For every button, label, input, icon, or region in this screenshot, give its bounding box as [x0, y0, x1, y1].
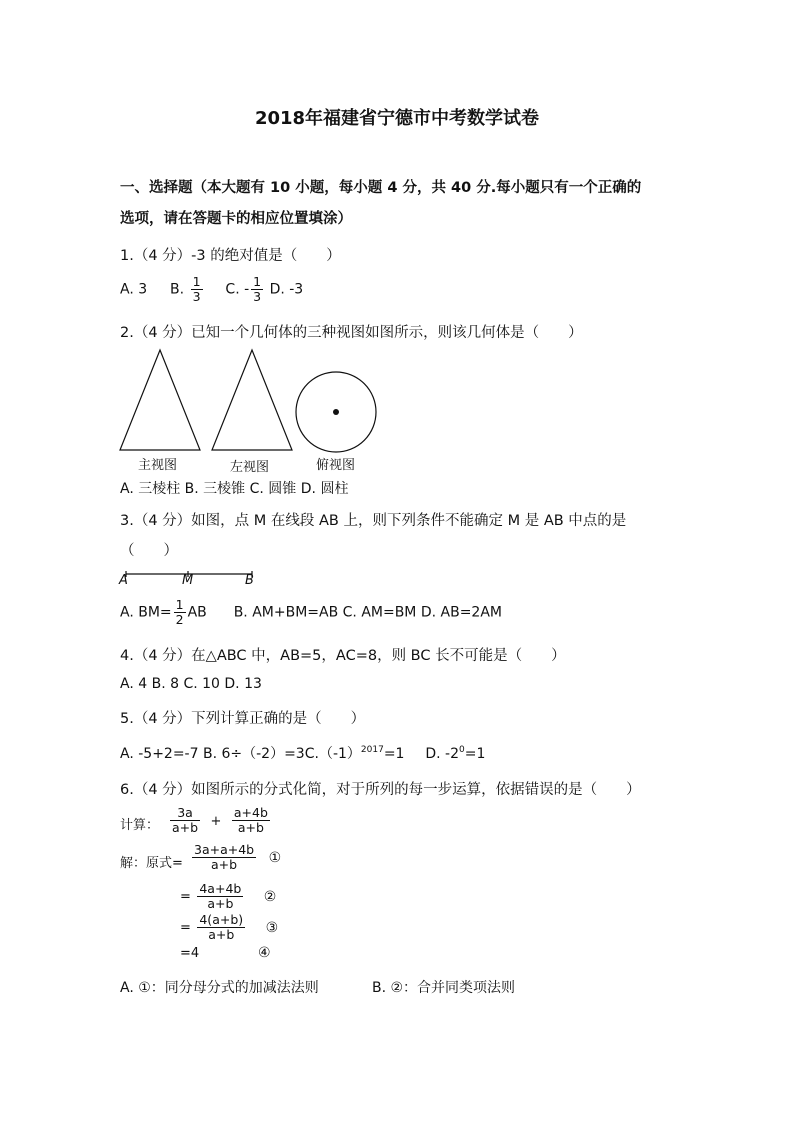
question-2-stem: 2.（4 分）已知一个几何体的三种视图如图所示，则该几何体是（ ）: [120, 325, 583, 341]
question-3-stem-cont: （ ）: [120, 543, 178, 559]
step-3-mark: ③: [265, 919, 279, 936]
q1-option-b-fraction: [191, 275, 203, 304]
calc-f1-den: a+b: [172, 820, 199, 835]
step-3-eq: =: [180, 920, 191, 936]
left-view-triangle: [212, 350, 292, 450]
section-heading-line2: 选项，请在答题卡的相应位置填涂）: [120, 211, 352, 227]
q3-a-numerator: 1: [175, 597, 184, 612]
question-4-stem: 4.（4 分）在△ABC 中，AB=5，AC=8，则 BC 长不可能是（ ）: [120, 648, 566, 664]
calc-fraction-2: [232, 806, 270, 835]
step-1-den: a+b: [211, 857, 238, 872]
step-1-fraction: [192, 843, 256, 872]
question-6-option-b: B. ②：合并同类项法则: [372, 980, 516, 996]
step-3: [180, 913, 278, 942]
q1-option-d: D. -3: [269, 281, 304, 298]
step-2-num: 4a+4b: [199, 881, 242, 896]
calc-fraction-1: [170, 806, 200, 835]
step-1-mark: ①: [268, 849, 282, 866]
question-4-options: A. 4 B. 8 C. 10 D. 13: [120, 676, 262, 692]
step-2-fraction: [197, 882, 243, 911]
q1-option-c-fraction: [251, 275, 263, 304]
q5-option-c-exponent: 2017: [360, 745, 384, 755]
calc-f1-num: 3a: [170, 806, 200, 821]
question-3-options: [120, 598, 502, 627]
solution-label: 解：原式=: [120, 856, 183, 871]
question-6-option-a: A. ①：同分母分式的加减法法则: [120, 980, 319, 996]
calc-f2-num: a+4b: [233, 805, 268, 820]
q3-option-a-fraction: [174, 598, 186, 627]
step-2-den: a+b: [207, 896, 234, 911]
question-3-stem: 3.（4 分）如图，点 M 在线段 AB 上，则下列条件不能确定 M 是 AB 中点的是: [120, 513, 627, 529]
step-2: [180, 882, 276, 911]
page-title: 2018年福建省宁德市中考数学试卷: [254, 108, 540, 129]
step-3-fraction: [197, 913, 245, 942]
point-label-b: B: [245, 573, 254, 588]
step-1-num: 3a+a+4b: [194, 842, 255, 857]
q1-b-numerator: 1: [192, 274, 201, 289]
step-3-den: a+b: [208, 927, 235, 942]
q3-option-a-suffix: AB: [187, 604, 207, 621]
top-view-center-dot: [333, 409, 339, 415]
calc-f2-den: a+b: [237, 820, 264, 835]
q1-option-b-prefix: B.: [170, 281, 185, 298]
front-view-label: 主视图: [138, 458, 178, 473]
q1-c-denominator: 3: [253, 289, 262, 304]
left-view-label: 左视图: [230, 460, 270, 475]
top-view-label: 俯视图: [316, 458, 356, 473]
question-6-stem: 6.（4 分）如图所示的分式化简，对于所列的每一步运算，依据错误的是（ ）: [120, 782, 641, 798]
question-1-options: [120, 275, 303, 304]
q3-options-rest: B. AM+BM=AB C. AM=BM D. AB=2AM: [233, 604, 502, 621]
calc-expression: [168, 806, 272, 835]
q1-option-c-prefix: C. -: [225, 281, 250, 298]
q5-options-ab: A. -5+2=-7 B. 6÷（-2）=3: [120, 746, 305, 762]
step-4-mark: ④: [258, 945, 271, 961]
point-label-a: A: [119, 573, 128, 588]
q5-option-d: D. -2: [425, 746, 459, 762]
q1-c-numerator: 1: [253, 274, 262, 289]
step-1: [190, 843, 281, 872]
calc-plus: +: [210, 813, 222, 829]
q5-option-c: C.（-1）: [304, 746, 361, 762]
step-2-eq: =: [180, 889, 191, 905]
question-2-options: A. 三棱柱 B. 三棱锥 C. 圆锥 D. 圆柱: [120, 481, 349, 497]
q5-option-d-end: =1: [464, 746, 486, 762]
q3-a-denominator: 2: [175, 612, 184, 627]
q3-option-a-prefix: A. BM=: [120, 604, 172, 621]
step-4: =4: [180, 946, 200, 961]
q1-option-a: A. 3: [120, 281, 148, 298]
front-view-triangle: [120, 350, 200, 450]
section-heading-line1: 一、选择题（本大题有 10 小题，每小题 4 分，共 40 分.每小题只有一个正确的: [120, 180, 642, 196]
q1-b-denominator: 3: [192, 289, 201, 304]
point-label-m: M: [182, 573, 194, 588]
question-5-options: [120, 743, 485, 763]
q5-option-d-exponent: 0: [459, 745, 465, 755]
step-2-mark: ②: [263, 888, 277, 905]
question-1-stem: 1.（4 分）-3 的绝对值是（ ）: [120, 248, 341, 264]
step-3-num: 4(a+b): [199, 912, 244, 927]
question-5-stem: 5.（4 分）下列计算正确的是（ ）: [120, 711, 366, 727]
q5-option-c-end: =1: [383, 746, 405, 762]
calc-label: 计算：: [120, 818, 160, 833]
